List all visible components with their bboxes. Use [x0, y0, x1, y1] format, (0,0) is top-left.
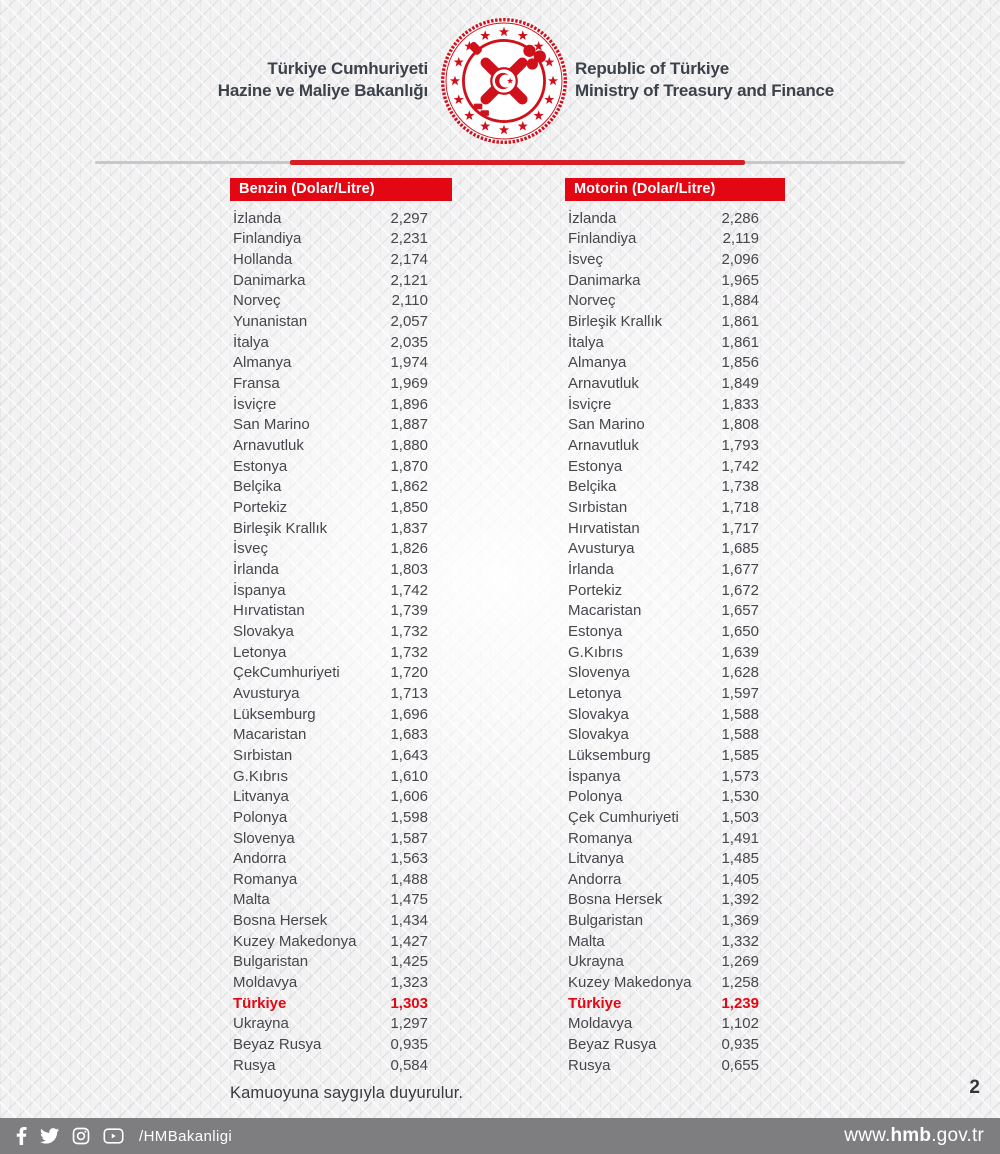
- price-value: 2,231: [390, 230, 428, 248]
- country-label: Estonya: [233, 457, 288, 475]
- table-row: [565, 353, 785, 374]
- country-label: Belçika: [233, 478, 282, 496]
- country-label: Malta: [233, 891, 270, 909]
- price-value: 1,563: [390, 850, 428, 868]
- price-value: 1,969: [390, 375, 428, 393]
- country-label: Almanya: [233, 354, 292, 372]
- closing-note: Kamuoyuna saygıyla duyurulur.: [230, 1084, 464, 1102]
- price-value: 1,587: [390, 829, 428, 847]
- price-value: 2,035: [390, 333, 428, 351]
- country-label: Rusya: [233, 1056, 276, 1074]
- country-label: İzlanda: [233, 209, 282, 227]
- price-value: 1,896: [390, 395, 428, 413]
- table-row: [565, 394, 785, 415]
- table-row: [565, 972, 785, 993]
- price-value: 1,808: [721, 416, 759, 434]
- table-row: [230, 766, 452, 787]
- table-row: [565, 931, 785, 952]
- price-value: 1,793: [721, 437, 759, 455]
- ministry-emblem-icon: [438, 15, 570, 147]
- country-label: Arnavutluk: [233, 437, 304, 455]
- table-row: [230, 435, 452, 456]
- price-value: 1,677: [721, 560, 759, 578]
- table-row: [230, 869, 452, 890]
- country-label: Türkiye: [568, 994, 622, 1012]
- country-label: Slovenya: [233, 829, 295, 847]
- country-label: İzlanda: [568, 209, 617, 227]
- table-row: [230, 1055, 452, 1076]
- price-value: 1,239: [721, 994, 759, 1012]
- table-row: [565, 291, 785, 312]
- price-value: 1,588: [721, 705, 759, 723]
- table-row: [230, 724, 452, 745]
- table-row: [565, 807, 785, 828]
- country-label: İspanya: [568, 767, 621, 785]
- table-row: [230, 559, 452, 580]
- table-row: [565, 1014, 785, 1035]
- country-label: Avusturya: [233, 684, 300, 702]
- price-value: 1,588: [721, 726, 759, 744]
- price-value: 1,323: [390, 974, 428, 992]
- table-row: [230, 621, 452, 642]
- price-value: 1,598: [390, 808, 428, 826]
- table-row: [230, 1034, 452, 1055]
- price-value: 0,655: [721, 1056, 759, 1074]
- country-label: Sırbistan: [568, 499, 628, 517]
- org-right-line1: Republic of Türkiye: [575, 59, 729, 78]
- price-value: 1,837: [390, 519, 428, 537]
- price-value: 1,573: [721, 767, 759, 785]
- table-row: [565, 642, 785, 663]
- price-value: 1,650: [721, 622, 759, 640]
- table-row: [565, 1055, 785, 1076]
- table-row: [565, 518, 785, 539]
- table-row: [565, 869, 785, 890]
- table-row: [565, 848, 785, 869]
- country-label: Slovakya: [568, 726, 629, 744]
- table-row: [565, 704, 785, 725]
- table-row: [230, 910, 452, 931]
- table-row: [230, 456, 452, 477]
- country-label: Andorra: [233, 850, 287, 868]
- country-label: Lüksemburg: [233, 705, 316, 723]
- motorin-table-header: Motorin (Dolar/Litre): [565, 178, 785, 201]
- country-label: Macaristan: [233, 726, 307, 744]
- org-left-line1: Türkiye Cumhuriyeti: [267, 59, 428, 78]
- price-value: 0,935: [721, 1036, 759, 1054]
- price-value: 1,610: [390, 767, 428, 785]
- country-label: G.Kıbrıs: [233, 767, 289, 785]
- table-row: [565, 993, 785, 1014]
- price-value: 1,427: [390, 932, 428, 950]
- price-value: 0,935: [390, 1036, 428, 1054]
- page-number: 2: [969, 1077, 980, 1098]
- country-label: Lüksemburg: [568, 746, 651, 764]
- table-row: [230, 828, 452, 849]
- price-value: 1,269: [721, 953, 759, 971]
- country-label: Çek Cumhuriyeti: [568, 808, 679, 826]
- price-value: 2,286: [721, 209, 759, 227]
- price-value: 1,965: [721, 271, 759, 289]
- country-label: Danimarka: [233, 271, 306, 289]
- table-row: [230, 786, 452, 807]
- table-row: [565, 435, 785, 456]
- price-value: 1,739: [390, 602, 428, 620]
- table-row: [230, 745, 452, 766]
- table-row: [565, 1034, 785, 1055]
- table-row: [565, 786, 785, 807]
- table-row: [565, 724, 785, 745]
- country-label: Polonya: [568, 788, 623, 806]
- price-value: 2,121: [390, 271, 428, 289]
- table-row: [230, 952, 452, 973]
- country-label: İsveç: [233, 540, 269, 558]
- table-row: [230, 662, 452, 683]
- table-row: [565, 621, 785, 642]
- price-value: 1,880: [390, 437, 428, 455]
- table-row: [565, 559, 785, 580]
- country-label: Bosna Hersek: [568, 891, 663, 909]
- country-label: Arnavutluk: [568, 437, 639, 455]
- table-row: [565, 373, 785, 394]
- country-label: Kuzey Makedonya: [233, 932, 357, 950]
- country-label: Beyaz Rusya: [233, 1036, 322, 1054]
- price-value: 2,174: [390, 251, 428, 269]
- price-value: 1,491: [721, 829, 759, 847]
- country-label: İsveç: [568, 251, 604, 269]
- country-label: Ukrayna: [568, 953, 624, 971]
- country-label: Portekiz: [233, 499, 288, 517]
- country-label: Bosna Hersek: [233, 912, 328, 930]
- table-row: [565, 580, 785, 601]
- table-row: [565, 539, 785, 560]
- country-label: Birleşik Krallık: [233, 519, 328, 537]
- country-label: Hırvatistan: [233, 602, 305, 620]
- table-row: [565, 208, 785, 229]
- youtube-icon: [103, 1128, 124, 1144]
- table-row: [230, 415, 452, 436]
- price-value: 1,597: [721, 684, 759, 702]
- price-value: 1,850: [390, 499, 428, 517]
- price-value: 1,732: [390, 622, 428, 640]
- price-value: 1,475: [390, 891, 428, 909]
- country-label: Norveç: [568, 292, 616, 310]
- price-value: 1,696: [390, 705, 428, 723]
- website-suffix: .gov.tr: [931, 1125, 984, 1146]
- country-label: Hollanda: [233, 251, 293, 269]
- price-value: 1,887: [390, 416, 428, 434]
- table-row: [230, 291, 452, 312]
- country-label: Avusturya: [568, 540, 635, 558]
- table-row: [565, 270, 785, 291]
- table-row: [565, 229, 785, 250]
- price-value: 1,718: [721, 499, 759, 517]
- price-value: 2,119: [722, 230, 759, 248]
- facebook-icon: [16, 1127, 27, 1145]
- country-label: Yunanistan: [233, 313, 308, 331]
- country-label: Letonya: [568, 684, 622, 702]
- table-row: [230, 270, 452, 291]
- country-label: Rusya: [568, 1056, 611, 1074]
- country-label: Macaristan: [568, 602, 642, 620]
- country-label: Romanya: [233, 870, 298, 888]
- country-label: Malta: [568, 932, 605, 950]
- price-value: 1,485: [721, 850, 759, 868]
- country-label: Fransa: [233, 375, 280, 393]
- price-value: 1,530: [721, 788, 759, 806]
- country-label: İrlanda: [233, 560, 279, 578]
- table-row: [230, 353, 452, 374]
- country-label: Romanya: [568, 829, 633, 847]
- ministry-name-turkish: [218, 58, 428, 101]
- price-value: 1,628: [721, 664, 759, 682]
- price-value: 1,258: [721, 974, 759, 992]
- price-value: 1,720: [390, 664, 428, 682]
- price-value: 1,639: [721, 643, 759, 661]
- table-row: [230, 1014, 452, 1035]
- table-row: [230, 683, 452, 704]
- benzin-table-header: Benzin (Dolar/Litre): [230, 178, 452, 201]
- country-label: Moldavya: [568, 1015, 633, 1033]
- price-value: 1,833: [721, 395, 759, 413]
- price-value: 1,713: [390, 684, 428, 702]
- country-label: İsviçre: [233, 395, 277, 413]
- table-row: [230, 373, 452, 394]
- price-value: 1,332: [721, 932, 759, 950]
- motorin-price-table: [565, 178, 785, 1076]
- country-label: Sırbistan: [233, 746, 293, 764]
- country-label: San Marino: [568, 416, 645, 434]
- country-label: İsviçre: [568, 395, 612, 413]
- table-row: [565, 662, 785, 683]
- table-row: [230, 539, 452, 560]
- table-row: [565, 683, 785, 704]
- country-label: İtalya: [233, 333, 269, 351]
- country-label: Bulgaristan: [568, 912, 644, 930]
- price-value: 1,392: [721, 891, 759, 909]
- country-label: Danimarka: [568, 271, 641, 289]
- country-label: Slovakya: [568, 705, 629, 723]
- table-row: [230, 600, 452, 621]
- price-value: 1,685: [721, 540, 759, 558]
- price-value: 1,884: [721, 292, 759, 310]
- price-value: 1,672: [721, 581, 759, 599]
- price-value: 1,606: [390, 788, 428, 806]
- table-row: [230, 394, 452, 415]
- price-value: 2,110: [391, 292, 428, 310]
- price-value: 2,096: [721, 251, 759, 269]
- benzin-table-rows: [230, 208, 452, 1076]
- table-row: [230, 890, 452, 911]
- price-value: 1,303: [390, 994, 428, 1012]
- country-label: Beyaz Rusya: [568, 1036, 657, 1054]
- price-value: 1,856: [721, 354, 759, 372]
- country-label: İrlanda: [568, 560, 614, 578]
- country-label: Ukrayna: [233, 1015, 289, 1033]
- price-value: 1,405: [721, 870, 759, 888]
- table-row: [230, 580, 452, 601]
- table-row: [565, 745, 785, 766]
- country-label: Estonya: [568, 622, 623, 640]
- country-label: Slovakya: [233, 622, 294, 640]
- footer-bar: [0, 1118, 1000, 1154]
- country-label: Birleşik Krallık: [568, 313, 663, 331]
- country-label: Belçika: [568, 478, 617, 496]
- price-value: 1,742: [721, 457, 759, 475]
- price-value: 0,584: [390, 1056, 428, 1074]
- motorin-table-rows: [565, 208, 785, 1076]
- table-row: [565, 456, 785, 477]
- price-value: 1,861: [721, 333, 759, 351]
- country-label: Bulgaristan: [233, 953, 309, 971]
- instagram-icon: [72, 1127, 90, 1145]
- table-row: [565, 311, 785, 332]
- table-row: [565, 415, 785, 436]
- price-value: 1,732: [390, 643, 428, 661]
- table-row: [230, 807, 452, 828]
- price-value: 1,974: [390, 354, 428, 372]
- price-value: 1,297: [390, 1015, 428, 1033]
- table-row: [565, 477, 785, 498]
- price-value: 1,369: [721, 912, 759, 930]
- table-row: [230, 332, 452, 353]
- ministry-name-english: [575, 58, 834, 101]
- table-row: [230, 972, 452, 993]
- price-value: 1,643: [390, 746, 428, 764]
- table-row: [230, 848, 452, 869]
- country-label: Letonya: [233, 643, 287, 661]
- country-label: Slovenya: [568, 664, 630, 682]
- price-value: 1,657: [721, 602, 759, 620]
- social-links: [16, 1127, 232, 1145]
- country-label: Norveç: [233, 292, 281, 310]
- country-label: Moldavya: [233, 974, 298, 992]
- table-row: [230, 704, 452, 725]
- price-value: 2,057: [390, 313, 428, 331]
- country-label: Andorra: [568, 870, 622, 888]
- table-row: [565, 497, 785, 518]
- table-row: [230, 931, 452, 952]
- table-row: [565, 910, 785, 931]
- table-row: [230, 518, 452, 539]
- country-label: Polonya: [233, 808, 288, 826]
- table-row: [230, 311, 452, 332]
- price-value: 1,826: [390, 540, 428, 558]
- price-value: 1,102: [721, 1015, 759, 1033]
- price-value: 1,862: [390, 478, 428, 496]
- country-label: Türkiye: [233, 994, 287, 1012]
- table-row: [230, 208, 452, 229]
- country-label: İtalya: [568, 333, 604, 351]
- table-row: [565, 952, 785, 973]
- price-value: 1,861: [721, 313, 759, 331]
- price-value: 1,503: [721, 808, 759, 826]
- website-bold: hmb: [890, 1125, 932, 1146]
- price-value: 1,434: [390, 912, 428, 930]
- country-label: Portekiz: [568, 581, 623, 599]
- country-label: Litvanya: [233, 788, 289, 806]
- country-label: İspanya: [233, 581, 286, 599]
- price-value: 1,585: [721, 746, 759, 764]
- price-value: 1,803: [390, 560, 428, 578]
- price-value: 1,717: [721, 519, 759, 537]
- table-row: [565, 332, 785, 353]
- table-row: [565, 828, 785, 849]
- website-prefix: www.: [844, 1125, 891, 1146]
- table-row: [230, 642, 452, 663]
- price-value: 1,488: [390, 870, 428, 888]
- price-value: 1,683: [390, 726, 428, 744]
- table-row: [230, 249, 452, 270]
- price-value: 2,297: [390, 209, 428, 227]
- country-label: ÇekCumhuriyeti: [233, 664, 340, 682]
- social-handle: /HMBakanligi: [139, 1127, 233, 1145]
- org-right-line2: Ministry of Treasury and Finance: [575, 80, 835, 100]
- country-label: Hırvatistan: [568, 519, 640, 537]
- price-value: 1,870: [390, 457, 428, 475]
- country-label: San Marino: [233, 416, 310, 434]
- price-value: 1,738: [721, 478, 759, 496]
- website-url: [844, 1125, 984, 1147]
- table-row: [230, 477, 452, 498]
- twitter-icon: [40, 1128, 59, 1144]
- table-row: [565, 600, 785, 621]
- country-label: Almanya: [568, 354, 627, 372]
- table-row: [230, 229, 452, 250]
- table-row: [565, 249, 785, 270]
- country-label: Litvanya: [568, 850, 624, 868]
- country-label: Arnavutluk: [568, 375, 639, 393]
- country-label: Kuzey Makedonya: [568, 974, 692, 992]
- price-value: 1,742: [390, 581, 428, 599]
- price-value: 1,849: [721, 375, 759, 393]
- org-left-line2: Hazine ve Maliye Bakanlığı: [217, 80, 428, 100]
- table-row: [565, 766, 785, 787]
- country-label: G.Kıbrıs: [568, 643, 624, 661]
- table-row: [230, 497, 452, 518]
- header-divider-accent: [290, 160, 745, 165]
- table-row: [565, 890, 785, 911]
- benzin-price-table: [230, 178, 452, 1076]
- table-row: [230, 993, 452, 1014]
- country-label: Finlandiya: [568, 230, 637, 248]
- price-value: 1,425: [390, 953, 428, 971]
- country-label: Finlandiya: [233, 230, 302, 248]
- country-label: Estonya: [568, 457, 623, 475]
